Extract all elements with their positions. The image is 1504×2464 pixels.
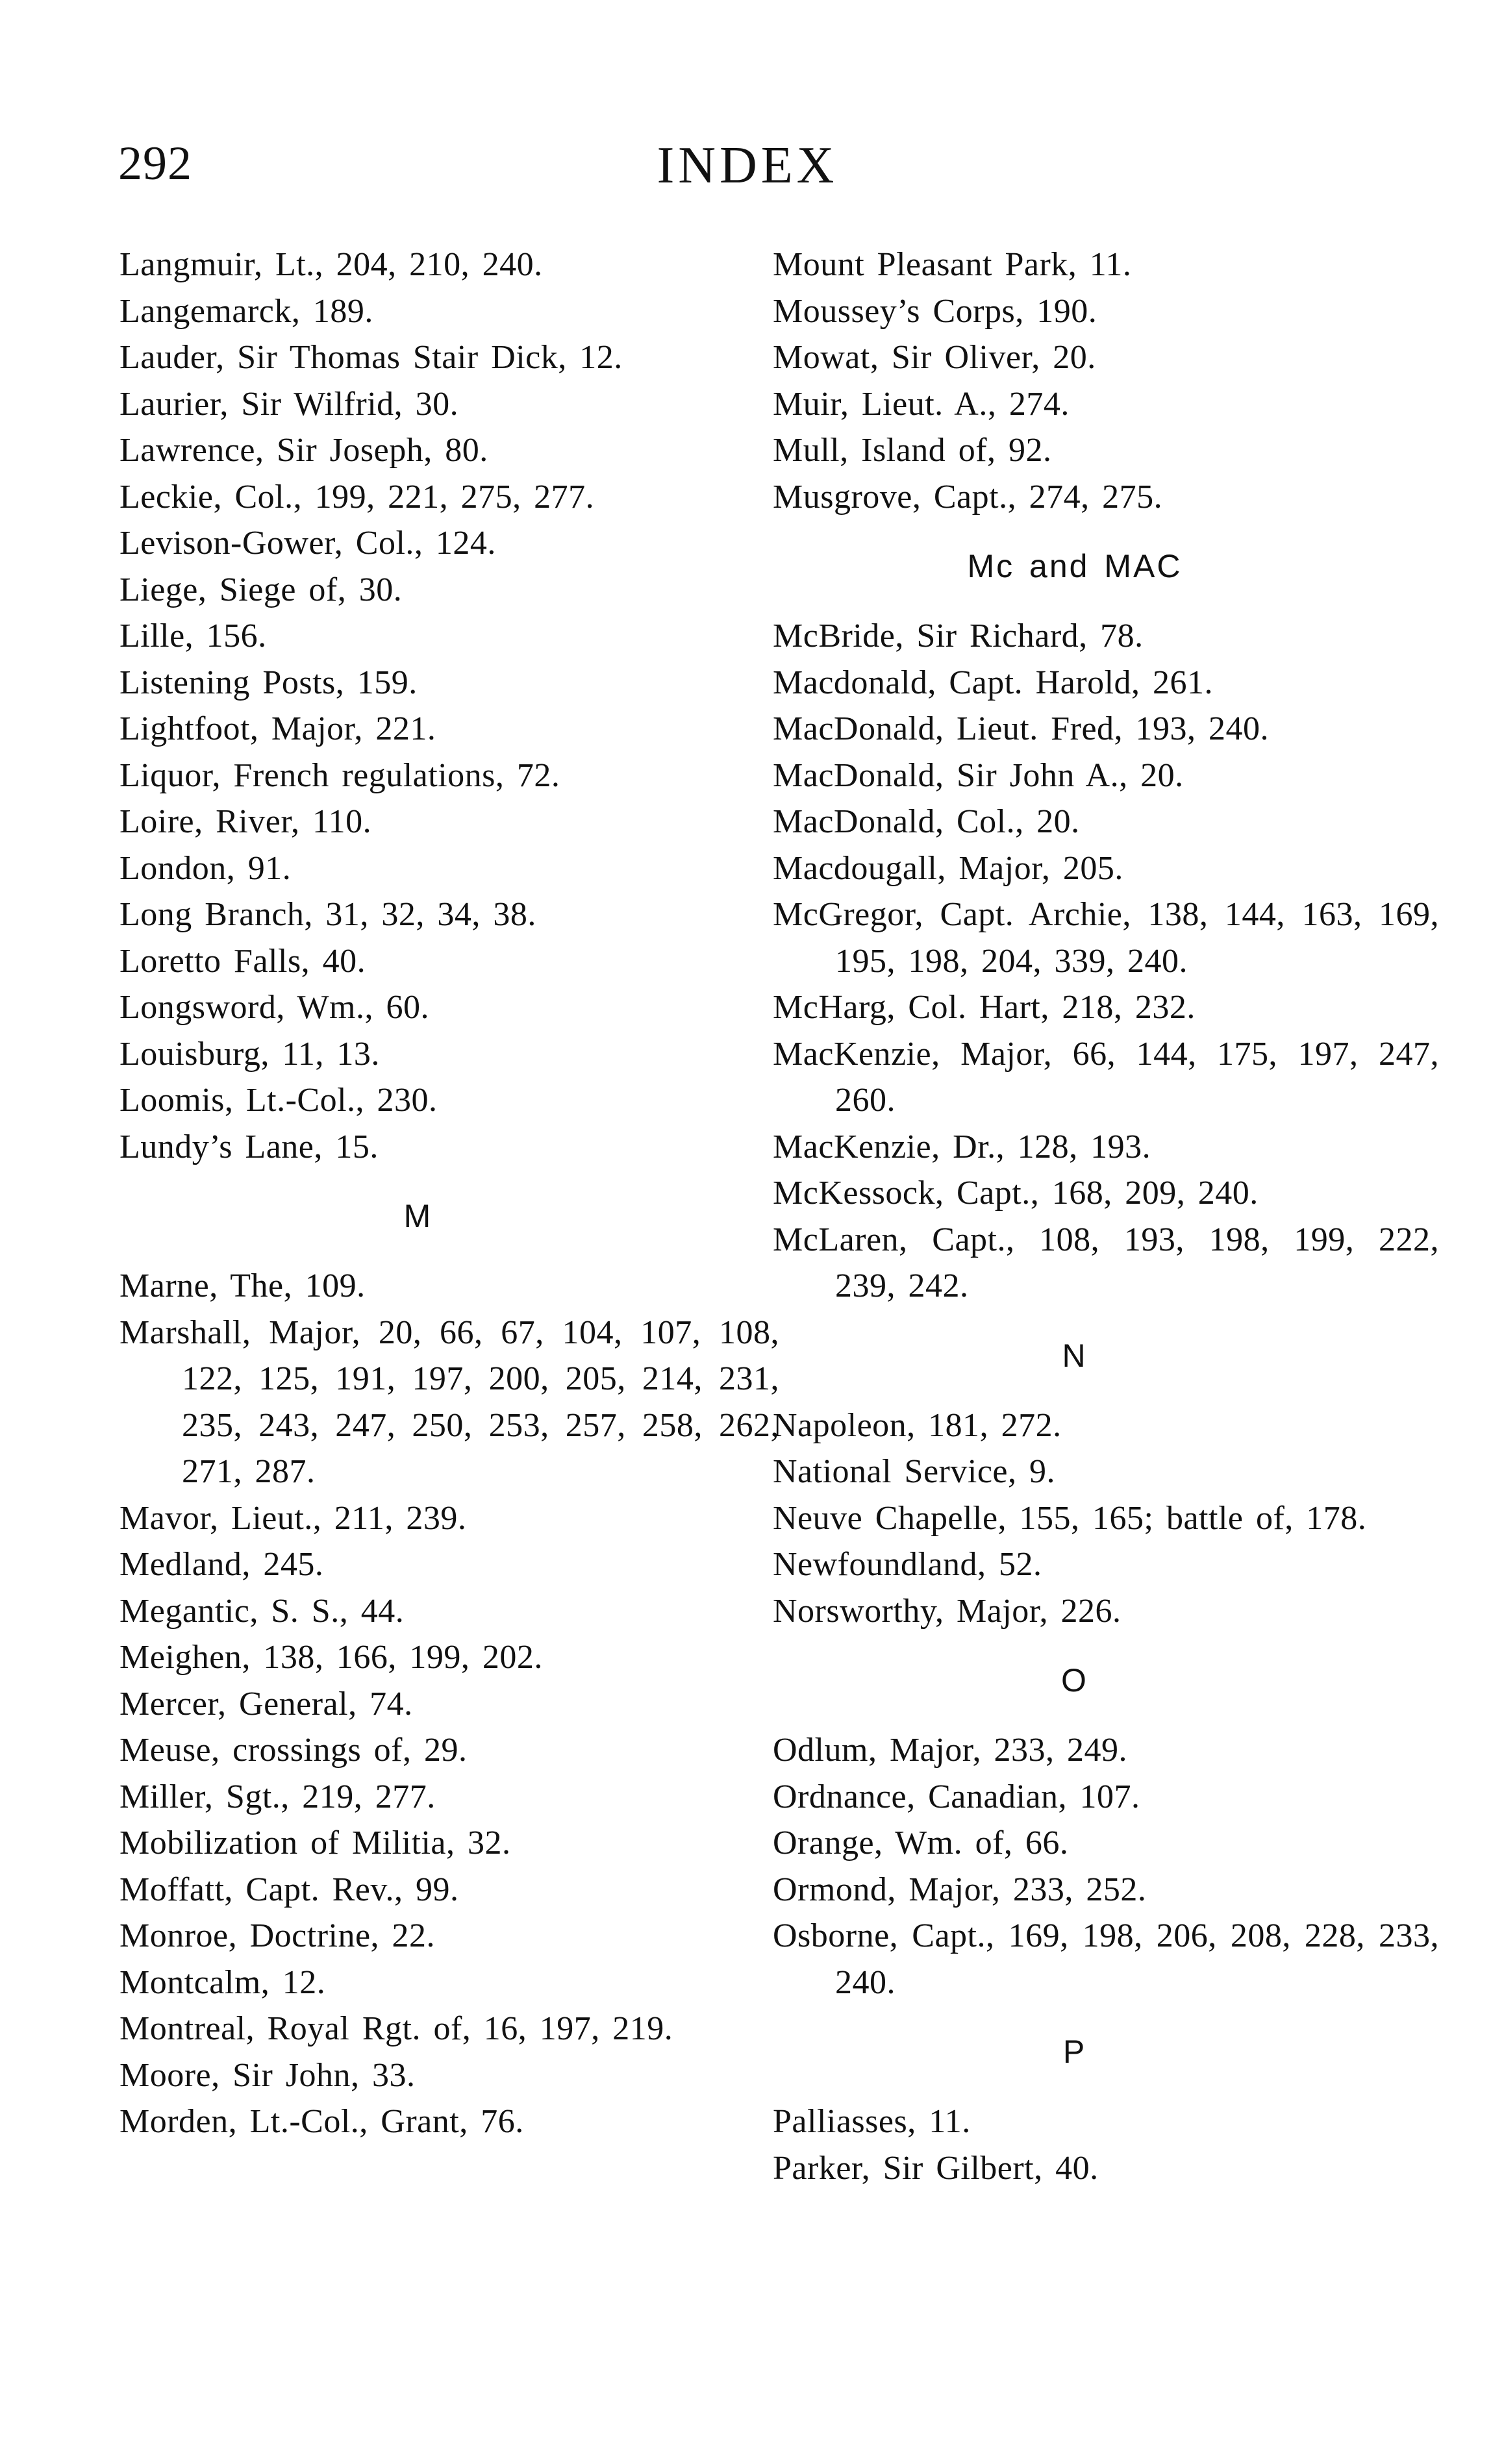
index-entry: Louisburg, 11, 13.: [119, 1035, 380, 1073]
index-entry: Norsworthy, Major, 226.: [773, 1592, 1122, 1630]
index-entry: Lundy’s Lane, 15.: [119, 1128, 379, 1165]
index-entry: Liquor, French regulations, 72.: [119, 756, 560, 794]
index-entry: Lauder, Sir Thomas Stair Dick, 12.: [119, 339, 623, 376]
index-entry: Mobilization of Militia, 32.: [119, 1824, 511, 1861]
index-entry: Ordnance, Canadian, 107.: [773, 1778, 1140, 1815]
index-entry: Orange, Wm. of, 66.: [773, 1824, 1069, 1861]
index-entry: Miller, Sgt., 219, 277.: [119, 1778, 436, 1815]
index-entry: Odlum, Major, 233, 249.: [773, 1732, 1127, 1769]
index-entry: MacDonald, Col., 20.: [773, 803, 1080, 840]
index-entry: Newfoundland, 52.: [773, 1546, 1042, 1583]
index-entry: Neuve Chapelle, 155, 165; battle of, 178.: [773, 1499, 1367, 1537]
section-heading-p: P: [1062, 2034, 1087, 2070]
right-column: [773, 242, 1439, 2191]
index-entry: Long Branch, 31, 32, 34, 38.: [119, 896, 536, 933]
index-entry: Mavor, Lieut., 211, 239.: [119, 1499, 467, 1537]
entry-group: [119, 1263, 779, 2145]
index-entry: Moffatt, Capt. Rev., 99.: [119, 1871, 459, 1908]
index-entry: Marshall, Major, 20, 66, 67, 104, 107, 108, 122, 125, 191, 197, 200, 205, 214, 231, 235, 243, 247, 250, 253, 257, 258, 262, 271, 287.: [119, 1313, 779, 1490]
index-entry: Listening Posts, 159.: [119, 664, 418, 701]
index-entry: Osborne, Capt., 169, 198, 206, 208, 228, 233, 240.: [773, 1917, 1439, 2001]
entry-group: [773, 2098, 1422, 2191]
left-column: [119, 242, 779, 2145]
entry-group: [119, 242, 769, 1170]
running-head: INDEX: [657, 137, 838, 194]
page-header: [118, 136, 1377, 208]
index-entry: Langmuir, Lt., 204, 210, 240.: [119, 246, 543, 283]
index-entry: Lightfoot, Major, 221.: [119, 710, 436, 747]
index-entry: Loire, River, 110.: [119, 803, 372, 840]
index-entry: Mull, Island of, 92.: [773, 432, 1052, 469]
index-entry: McBride, Sir Richard, 78.: [773, 617, 1144, 654]
index-entry: Macdonald, Capt. Harold, 261.: [773, 664, 1214, 701]
index-entry: Mowat, Sir Oliver, 20.: [773, 339, 1096, 376]
index-entry: Meighen, 138, 166, 199, 202.: [119, 1639, 543, 1676]
index-entry: Marne, The, 109.: [119, 1267, 366, 1304]
page-number: 292: [118, 137, 192, 190]
index-entry: Liege, Siege of, 30.: [119, 571, 403, 608]
index-entry: Muir, Lieut. A., 274.: [773, 385, 1070, 423]
index-entry: National Service, 9.: [773, 1453, 1055, 1490]
index-entry: Parker, Sir Gilbert, 40.: [773, 2149, 1099, 2187]
index-entry: McKessock, Capt., 168, 209, 240.: [773, 1175, 1259, 1212]
entry-group: [773, 1402, 1422, 1635]
index-entry: Moussey’s Corps, 190.: [773, 292, 1097, 330]
index-entry: McLaren, Capt., 108, 193, 198, 199, 222, 239, 242.: [773, 1221, 1439, 1304]
index-entry: MacDonald, Lieut. Fred, 193, 240.: [773, 710, 1270, 747]
index-entry: Loretto Falls, 40.: [119, 942, 366, 980]
index-entry: Monroe, Doctrine, 22.: [119, 1917, 436, 1954]
index-entry: Meuse, crossings of, 29.: [119, 1732, 468, 1769]
entry-group: [773, 613, 1439, 1310]
index-entry: Palliasses, 11.: [773, 2103, 971, 2140]
section-heading-n: N: [1062, 1337, 1088, 1374]
section-heading-mc: Mc and MAC: [967, 548, 1183, 584]
index-entry: Laurier, Sir Wilfrid, 30.: [119, 385, 459, 423]
index-entry: Musgrove, Capt., 274, 275.: [773, 478, 1163, 516]
index-entry: Loomis, Lt.-Col., 230.: [119, 1082, 438, 1119]
index-entry: Longsword, Wm., 60.: [119, 989, 429, 1026]
entry-group: [773, 1727, 1439, 2006]
index-entry: Macdougall, Major, 205.: [773, 849, 1123, 887]
index-entry: MacDonald, Sir John A., 20.: [773, 756, 1184, 794]
index-entry: Napoleon, 181, 272.: [773, 1406, 1062, 1444]
index-entry: London, 91.: [119, 849, 292, 887]
index-entry: McGregor, Capt. Archie, 138, 144, 163, 169, 195, 198, 204, 339, 240.: [773, 896, 1439, 980]
index-entry: Morden, Lt.-Col., Grant, 76.: [119, 2103, 524, 2140]
index-entry: MacKenzie, Major, 66, 144, 175, 197, 247, 260.: [773, 1035, 1439, 1119]
index-entry: Medland, 245.: [119, 1546, 324, 1583]
index-entry: Lawrence, Sir Joseph, 80.: [119, 432, 488, 469]
index-entry: Mount Pleasant Park, 11.: [773, 246, 1132, 283]
index-entry: MacKenzie, Dr., 128, 193.: [773, 1128, 1151, 1165]
section-heading-m: M: [403, 1198, 433, 1234]
index-entry: Langemarck, 189.: [119, 292, 373, 330]
index-entry: Megantic, S. S., 44.: [119, 1592, 405, 1630]
entry-group: [773, 242, 1422, 520]
index-entry: Lille, 156.: [119, 617, 267, 654]
section-heading-o: O: [1061, 1662, 1088, 1699]
index-entry: Montcalm, 12.: [119, 1963, 326, 2001]
index-entry: Montreal, Royal Rgt. of, 16, 197, 219.: [119, 2010, 673, 2047]
index-entry: Mercer, General, 74.: [119, 1685, 413, 1723]
index-entry: McHarg, Col. Hart, 218, 232.: [773, 989, 1196, 1026]
index-entry: Ormond, Major, 233, 252.: [773, 1871, 1147, 1908]
index-entry: Moore, Sir John, 33.: [119, 2056, 416, 2094]
index-entry: Leckie, Col., 199, 221, 275, 277.: [119, 478, 595, 516]
index-entry: Levison-Gower, Col., 124.: [119, 525, 496, 562]
